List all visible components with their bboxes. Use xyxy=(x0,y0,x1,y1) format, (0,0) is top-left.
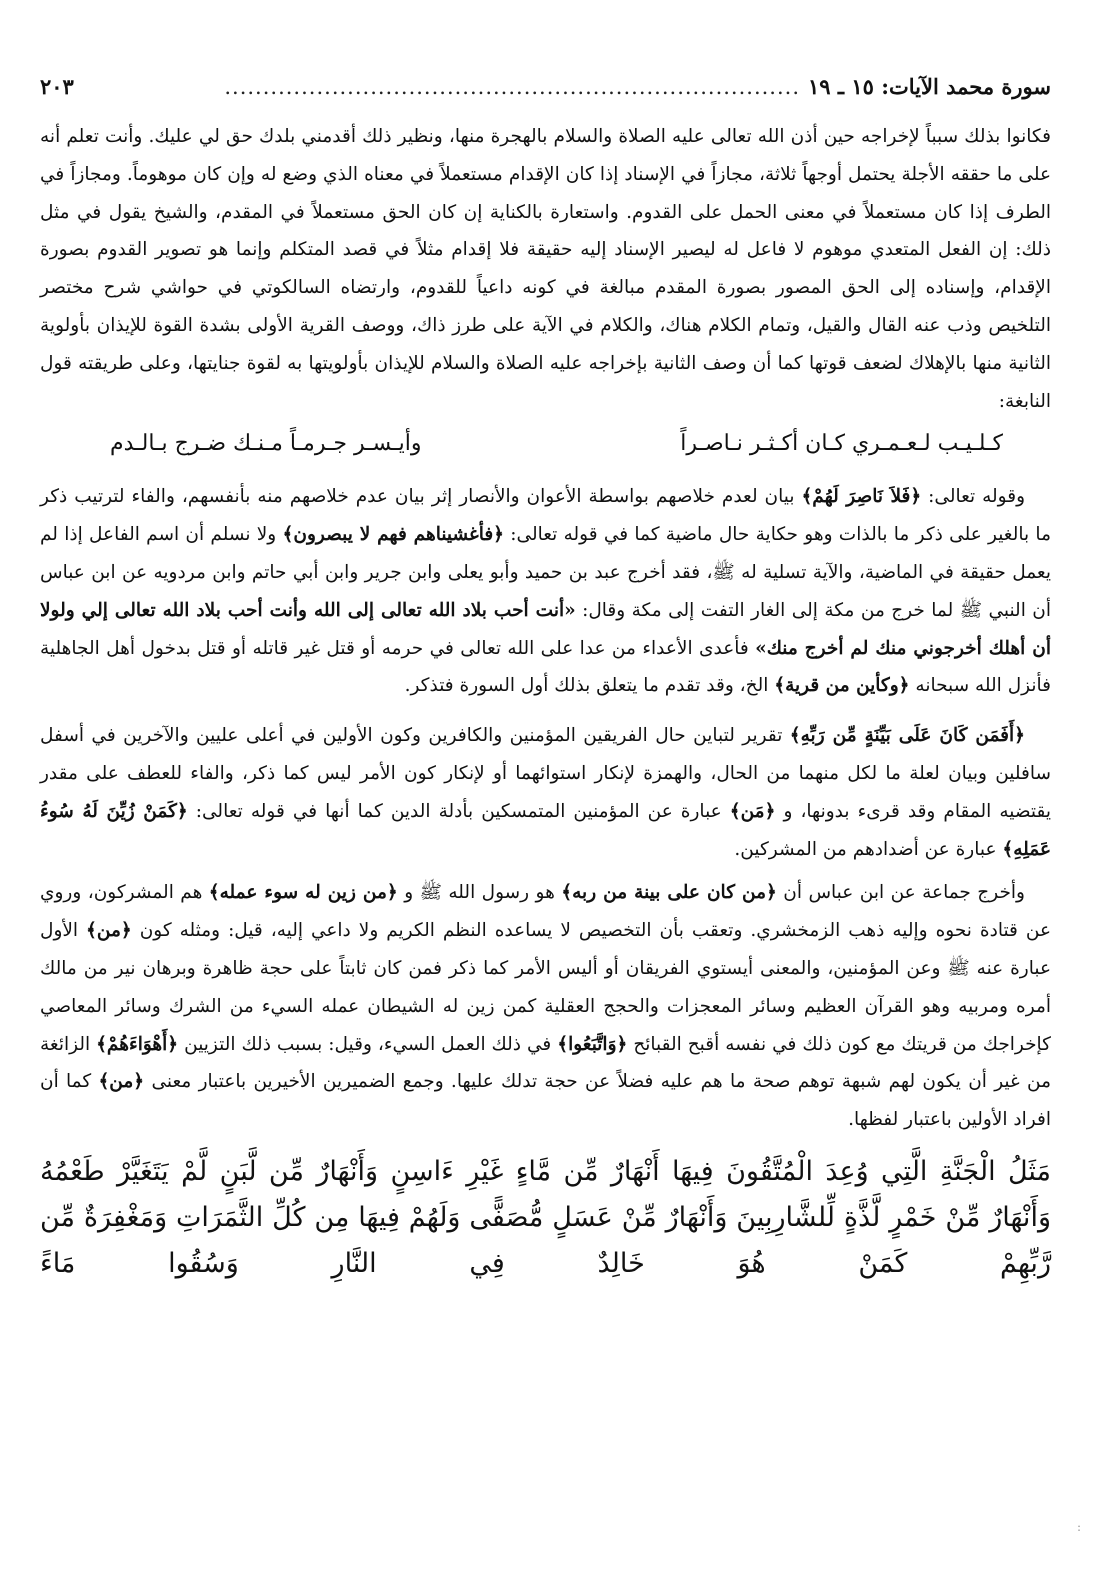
text-run: الأول عبارة عنه ﷺ وعن المؤمنين، والمعنى أيستوي الفريقان أو أليس الأمر كما ذكر فمن كان ثابتاً على حجة ظاهرة وبرهان نير من مالك أمره ومربيه وهو القرآن العظيم وسائر المعجزات والحجج العقلية كمن زين له الشيطان عمله السيء من الشرك وسائر المعاصي كإخراجك من قريتك مع كون ذلك في نفسه أقبح القبائح xyxy=(40,920,1051,1055)
paragraph-1: فكانوا بذلك سبباً لإخراجه حين أذن الله تعالى عليه الصلاة والسلام بالهجرة منها، ونظير ذلك أقدمني بلدك حق لي عليك. وأنت تعلم أنه على ما حققه الأجلة يحتمل أوجهاً ثلاثة، مجازاً في الإسناد إذا كان الإقدام مستعملاً في معناه الذي وضع له وإن كان موهوماً. ومجازاً في الطرف إذا كان مستعملاً في معنى الحمل على القدوم. واستعارة بالكناية إن كان الحق مستعملاً في المقدم، والشيخ يقول في مثل ذلك: إن الفعل المتعدي موهوم لا فاعل له ليصير الإسناد إليه حقيقة فلا إقدام مثلاً في قصد المتكلم وإنما هو تصوير القدوم بصورة الإقدام، وإسناده إلى الحق المصور بصورة المقدم مبالغة في كونه داعياً للقدوم، وارتضاه السالكوتي في حواشي شرح مختصر التلخيص وذب عنه القال والقيل، وتمام الكلام هناك، والكلام في الآية على طرز ذاك، ووصف القرية الأولى بشدة القوة للإيذان بأولوية الثانية منها بالإهلاك لضعف قوتها كما أن وصف الثانية بإخراجه عليه الصلاة والسلام للإيذان بأولويتها به لقوة جنايتها، وعلى طريقته قول النابغة: xyxy=(40,126,1051,412)
quran-quote: ﴿كَمَنْ زُيِّنَ لَهُ سُوءُ عَمَلِهِ﴾ xyxy=(40,800,1051,860)
quran-quote: ﴿فَلاَ نَاصِرَ لَهُمْ﴾ xyxy=(801,486,922,508)
text-run: هم المشركون، وروي عن قتادة نحوه وإليه ذهب الزمخشري. وتعقب بأن التخصيص لا يساعده النظم الكريم ولا داعي إليه، قيل: ومثله كون xyxy=(40,882,1051,942)
text-run: وقوله تعالى: xyxy=(921,486,1026,508)
poem-second-hemistich: وأيـسـر جـرمـاً مـنـك ضـرج بـالـدم xyxy=(110,431,422,457)
poem-first-hemistich: كـلـيـب لـعـمـري كـان أكـثـر نـاصـراً xyxy=(680,431,1003,457)
leader-dots: ........................................................................... xyxy=(224,75,801,99)
quran-quote: ﴿من﴾ xyxy=(98,1071,145,1093)
poem-verse xyxy=(40,424,1051,464)
text-run: هو رسول الله ﷺ و xyxy=(397,882,562,904)
text-run: تقرير لتباين حال الفريقين المؤمنين والكافرين وكون الأولين في أعلى عليين والآخرين في أسفل سافلين وبيان لعلة ما لكل منهما من الحال، والهمزة لإنكار استوائهما أو لإنكار كون الأمر ليس كما ذكر، والفاء للعطف على مقدر يقتضيه المقام وقد قرىء بدونها، و xyxy=(40,725,1051,822)
text-run: عبارة عن المؤمنين المتمسكين بأدلة الدين كما أنها في قوله تعالى: xyxy=(187,800,730,822)
quran-quote: ﴿أَفَمَن كَانَ عَلَى بَيِّنَةٍ مِّن رَبِّهِ﴾ xyxy=(789,725,1025,747)
text-run: ولا نسلم أن اسم الفاعل إذا لم يعمل حقيقة في الماضية، والآية تسلية له ﷺ، فقد أخرج عبد بن حميد وأبو يعلى وابن جرير وابن أبي حاتم وابن مردويه عن ابن عباس أن النبي ﷺ لما خرج من مكة إلى الغار التفت إلى مكة وقال: xyxy=(40,524,1051,621)
paragraph-2 xyxy=(40,478,1051,705)
quran-quote: ﴿وكأين من قرية﴾ xyxy=(774,675,910,697)
text-run: في ذلك العمل السيء، وقيل: بسبب ذلك التزيين xyxy=(178,1033,558,1055)
text-run: كما أن افراد الأولين باعتبار لفظها. xyxy=(40,1071,1051,1131)
page-number: ٢٠٣ xyxy=(40,74,74,99)
paragraph-3 xyxy=(40,717,1051,868)
quran-verse: مَثَلُ الْجَنَّةِ الَّتِي وُعِدَ الْمُتَّقُونَ فِيهَا أَنْهَارٌ مِّن مَّاءٍ غَيْرِ ءَاسِنٍ وَأَنْهَارٌ مِّن لَّبَنٍ لَّمْ يَتَغَيَّرْ طَعْمُهُ وَأَنْهَارٌ مِّنْ خَمْرٍ لَّذَّةٍ لِّلشَّارِبِينَ وَأَنْهَارٌ مِّنْ عَسَلٍ مُّصَفًّى وَلَهُمْ فِيهَا مِن كُلِّ الثَّمَرَاتِ وَمَغْفِرَةٌ مِّن رَّبِّهِمْ كَمَنْ هُوَ خَالِدٌ فِي النَّارِ وَسُقُوا مَاءً xyxy=(40,1155,1051,1279)
quran-quote: ﴿وَاتَّبَعُوا﴾ xyxy=(557,1033,628,1055)
paragraph-4 xyxy=(40,874,1051,1139)
quran-quote: ﴿فأغشيناهم فهم لا يبصرون﴾ xyxy=(282,524,505,546)
page-edge-mark: : xyxy=(1077,1520,1082,1534)
running-header xyxy=(40,72,1051,106)
text-run: الزائغة من غير أن يكون لهم شبهة توهم صحة ما هم عليه فضلاً عن حجة تدلك عليها. وجمع الضميرين الأخيرين باعتبار معنى xyxy=(40,1033,1051,1093)
text-run: فأعدى الأعداء من عدا على الله تعالى في حرمه أو قتل غير قاتله أو قتل بدخول أهل الجاهلية فأنزل الله سبحانه xyxy=(40,637,1051,697)
text-run: الخ، وقد تقدم ما يتعلق بذلك أول السورة فتذكر. xyxy=(404,675,775,697)
quran-quote: ﴿مَن﴾ xyxy=(729,800,776,822)
text-run: عبارة عن أضدادهم من المشركين. xyxy=(734,838,1003,860)
quran-quote: ﴿أَهْوَاءَهُمْ﴾ xyxy=(96,1033,179,1055)
surah-title: سورة محمد الآيات: ١٥ ـ ١٩ xyxy=(808,74,1051,99)
quran-quote: ﴿من زين له سوء عمله﴾ xyxy=(208,882,398,904)
quran-quote: ﴿من كان على بينة من ربه﴾ xyxy=(561,882,777,904)
text-run: بيان لعدم خلاصهم بواسطة الأعوان والأنصار إثر بيان عدم خلاصهم منه بأنفسهم، والفاء لترتيب ذكر ما بالغير على ذكر ما بالذات وهو حكاية حال ماضية كما في قوله تعالى: xyxy=(40,486,1051,546)
quran-quote: ﴿من﴾ xyxy=(86,920,132,942)
text-run: وأخرج جماعة عن ابن عباس أن xyxy=(776,882,1025,904)
hadith-quote: «أنت أحب بلاد الله تعالى إلى الله وأنت أحب بلاد الله تعالى إلي ولولا أن أهلك أخرجوني منك لم أخرج منك» xyxy=(40,599,1051,659)
